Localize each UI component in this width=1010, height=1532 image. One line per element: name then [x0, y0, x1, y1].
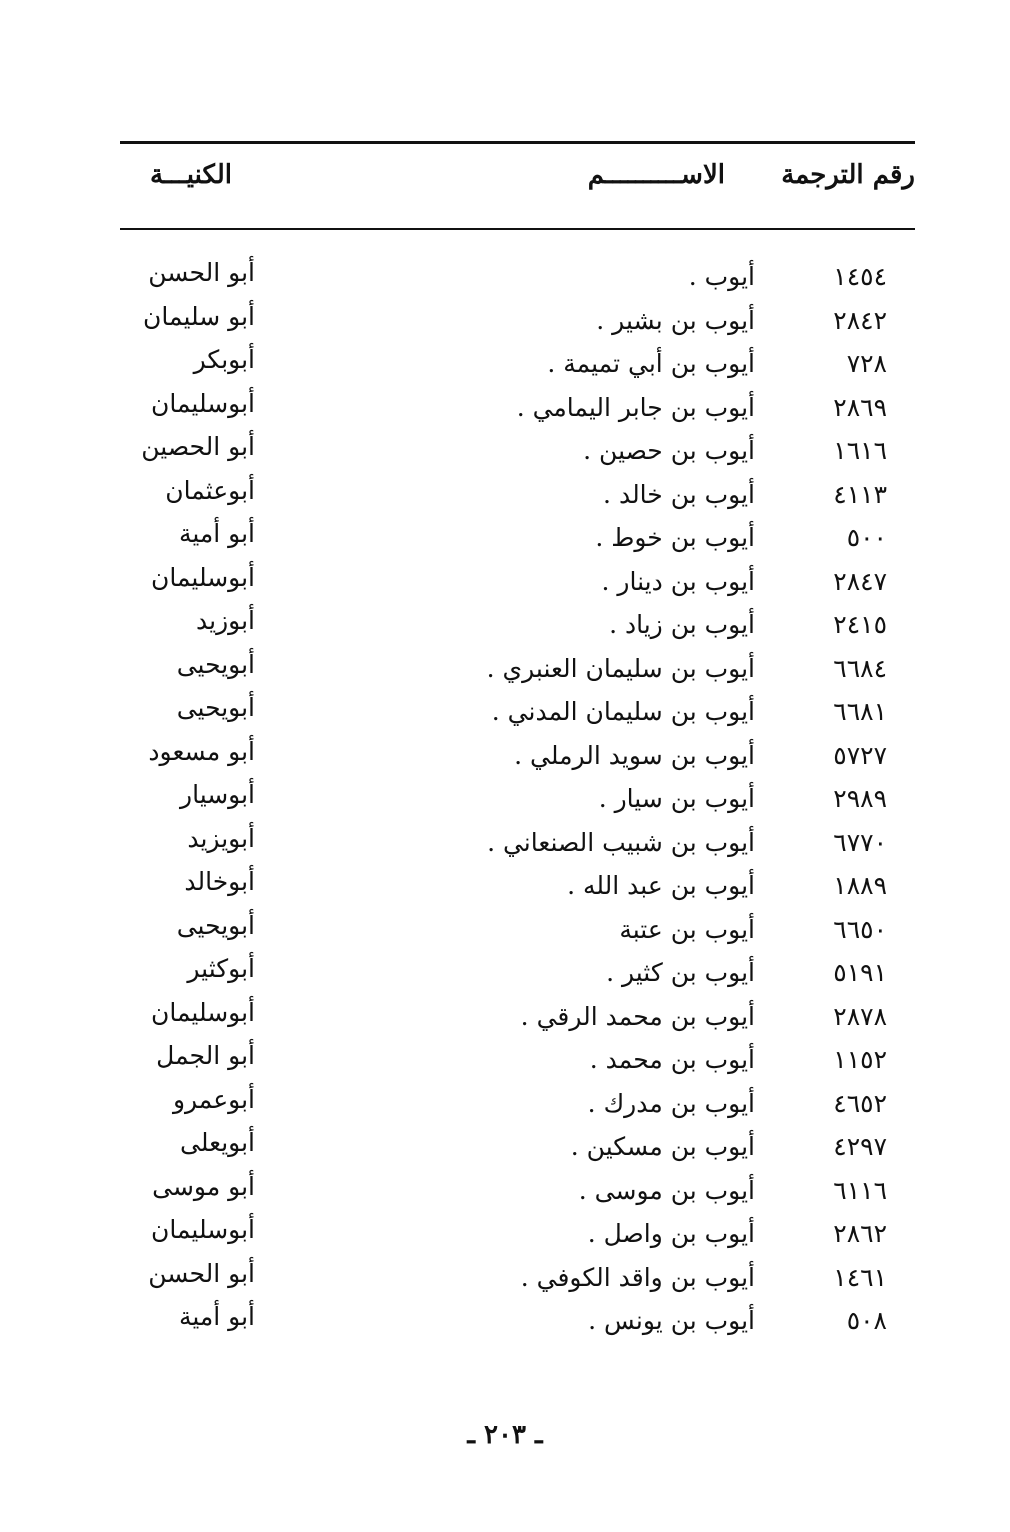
entry-number: ٥٠٨	[846, 1306, 887, 1335]
table-row	[120, 1085, 915, 1129]
entry-number: ٦٦٥٠	[833, 914, 887, 944]
entry-kunya: أبوسليمان	[150, 562, 255, 592]
entry-number: ٥٠٠	[846, 523, 887, 552]
entry-name: أيوب بن محمد الرقي .	[520, 1001, 755, 1031]
entry-name: أيوب بن عتبة	[619, 914, 755, 944]
entry-kunya: أبوبكر	[193, 345, 255, 374]
table-row	[120, 867, 915, 911]
entry-name: أيوب .	[688, 262, 755, 291]
entry-kunya: أبوزيد	[196, 606, 255, 635]
entry-number: ١٨٨٩	[833, 871, 887, 900]
header-bottom-rule	[120, 228, 915, 230]
table-row	[120, 389, 915, 433]
entry-name: أيوب بن سليمان المدني .	[491, 697, 755, 726]
page-number: ـ ٢٠٣ ـ	[467, 1420, 543, 1450]
header-top-rule	[120, 141, 915, 144]
entry-name: أيوب بن سليمان العنبري .	[486, 653, 755, 683]
entry-number: ١٤٥٤	[833, 262, 887, 291]
entry-number: ٥٧٢٧	[833, 740, 887, 770]
table-row	[120, 606, 915, 650]
entry-name: أيوب بن واصل .	[587, 1219, 755, 1248]
entry-kunya: أبو الجمل	[156, 1041, 255, 1070]
entry-kunya: أبوسليمان	[150, 1215, 255, 1244]
entry-kunya: أبو الحسن	[148, 1258, 255, 1288]
table-row	[120, 954, 915, 998]
table-row	[120, 258, 915, 302]
table-row	[120, 476, 915, 520]
table-row	[120, 911, 915, 955]
entry-kunya: أبويحيى	[176, 649, 255, 679]
entry-kunya: أبو موسى	[152, 1171, 255, 1201]
entry-name: أيوب بن يونس .	[588, 1306, 755, 1335]
entry-kunya: أبويحيى	[176, 693, 255, 722]
entry-name: أيوب بن محمد .	[589, 1045, 755, 1074]
table-row	[120, 302, 915, 346]
table-row	[120, 998, 915, 1042]
entry-number: ٦٦٨٤	[833, 653, 887, 683]
entry-number: ٤٦٥٢	[833, 1088, 887, 1118]
table-row	[120, 1302, 915, 1346]
entry-number: ٢٨٧٨	[833, 1001, 887, 1031]
table-row	[120, 345, 915, 389]
entry-number: ٦٧٧٠	[833, 827, 887, 857]
entry-name: أيوب بن مسكين .	[570, 1132, 755, 1161]
entry-kunya: أبوسيار	[180, 780, 255, 809]
entry-name: أيوب بن واقد الكوفي .	[520, 1262, 755, 1292]
entry-number: ٢٨٤٢	[833, 305, 887, 335]
table-row	[120, 519, 915, 563]
entry-kunya: أبو مسعود	[148, 736, 255, 766]
entry-kunya: أبو سليمان	[143, 301, 255, 331]
table-row	[120, 737, 915, 781]
entry-name: أيوب بن أبي تميمة .	[547, 349, 755, 378]
entry-kunya: أبو أمية	[178, 519, 255, 548]
table-row	[120, 780, 915, 824]
entry-name: أيوب بن خالد .	[603, 479, 755, 509]
table-row	[120, 563, 915, 607]
entry-kunya: أبويحيى	[176, 910, 255, 940]
table-row	[120, 1259, 915, 1303]
entry-kunya: أبو أمية	[178, 1302, 255, 1331]
entry-kunya: أبوعثمان	[165, 475, 255, 505]
table-row	[120, 650, 915, 694]
entry-number: ٦١١٦	[833, 1175, 887, 1205]
table-row	[120, 693, 915, 737]
entry-name: أيوب بن كثير .	[606, 958, 755, 987]
header-number-label: رقم الترجمة	[781, 160, 915, 190]
header-name-label: الاســــــــــم	[587, 160, 725, 190]
entry-kunya: أبويزيد	[187, 823, 255, 853]
entry-name: أيوب بن عبد الله .	[567, 871, 755, 900]
entry-name: أيوب بن بشير .	[596, 305, 755, 335]
table-row	[120, 824, 915, 868]
entry-name: أيوب بن دينار .	[601, 566, 755, 596]
entry-number: ١١٥٢	[833, 1045, 887, 1074]
table-row	[120, 1128, 915, 1172]
entry-kunya: أبوسليمان	[150, 388, 255, 418]
table-row	[120, 1172, 915, 1216]
entry-number: ٧٢٨	[846, 349, 887, 378]
entry-name: أيوب بن شبيب الصنعاني .	[487, 827, 755, 857]
entry-number: ٤١١٣	[833, 479, 887, 509]
table-row	[120, 1215, 915, 1259]
entry-kunya: أبو الحصين	[141, 432, 255, 461]
entry-name: أيوب بن زياد .	[609, 610, 755, 639]
entry-number: ٥١٩١	[833, 958, 887, 987]
header-kunya-label: الكنيـــة	[150, 160, 232, 190]
entry-number: ١٤٦١	[833, 1262, 887, 1292]
entry-name: أيوب بن موسى .	[578, 1175, 755, 1205]
entry-name: أيوب بن جابر اليمامي .	[516, 392, 755, 422]
entry-number: ٢٨٦٩	[833, 392, 887, 422]
entry-number: ٢٩٨٩	[833, 784, 887, 813]
table-row	[120, 432, 915, 476]
entry-kunya: أبوعمرو	[172, 1084, 255, 1114]
entry-kunya: أبوخالد	[184, 867, 255, 896]
entry-number: ٢٨٦٢	[833, 1219, 887, 1248]
table-row	[120, 1041, 915, 1085]
entry-name: أيوب بن حصين .	[583, 436, 755, 465]
entry-name: أيوب بن سيار .	[598, 784, 755, 813]
entry-kunya: أبوسليمان	[150, 997, 255, 1027]
entry-kunya: أبو الحسن	[148, 258, 255, 287]
entry-number: ٢٨٤٧	[833, 566, 887, 596]
entry-number: ١٦١٦	[833, 436, 887, 465]
entry-name: أيوب بن خوط .	[595, 523, 755, 552]
entry-kunya: أبويعلى	[180, 1128, 255, 1157]
entry-name: أيوب بن سويد الرملي .	[514, 740, 755, 770]
entry-kunya: أبوكثير	[187, 954, 255, 983]
entry-number: ٤٢٩٧	[833, 1132, 887, 1161]
entry-number: ٢٤١٥	[833, 610, 887, 639]
entry-name: أيوب بن مدرك .	[587, 1088, 755, 1118]
entries-list	[120, 258, 915, 1346]
table-header	[120, 160, 915, 210]
entry-number: ٦٦٨١	[833, 697, 887, 726]
